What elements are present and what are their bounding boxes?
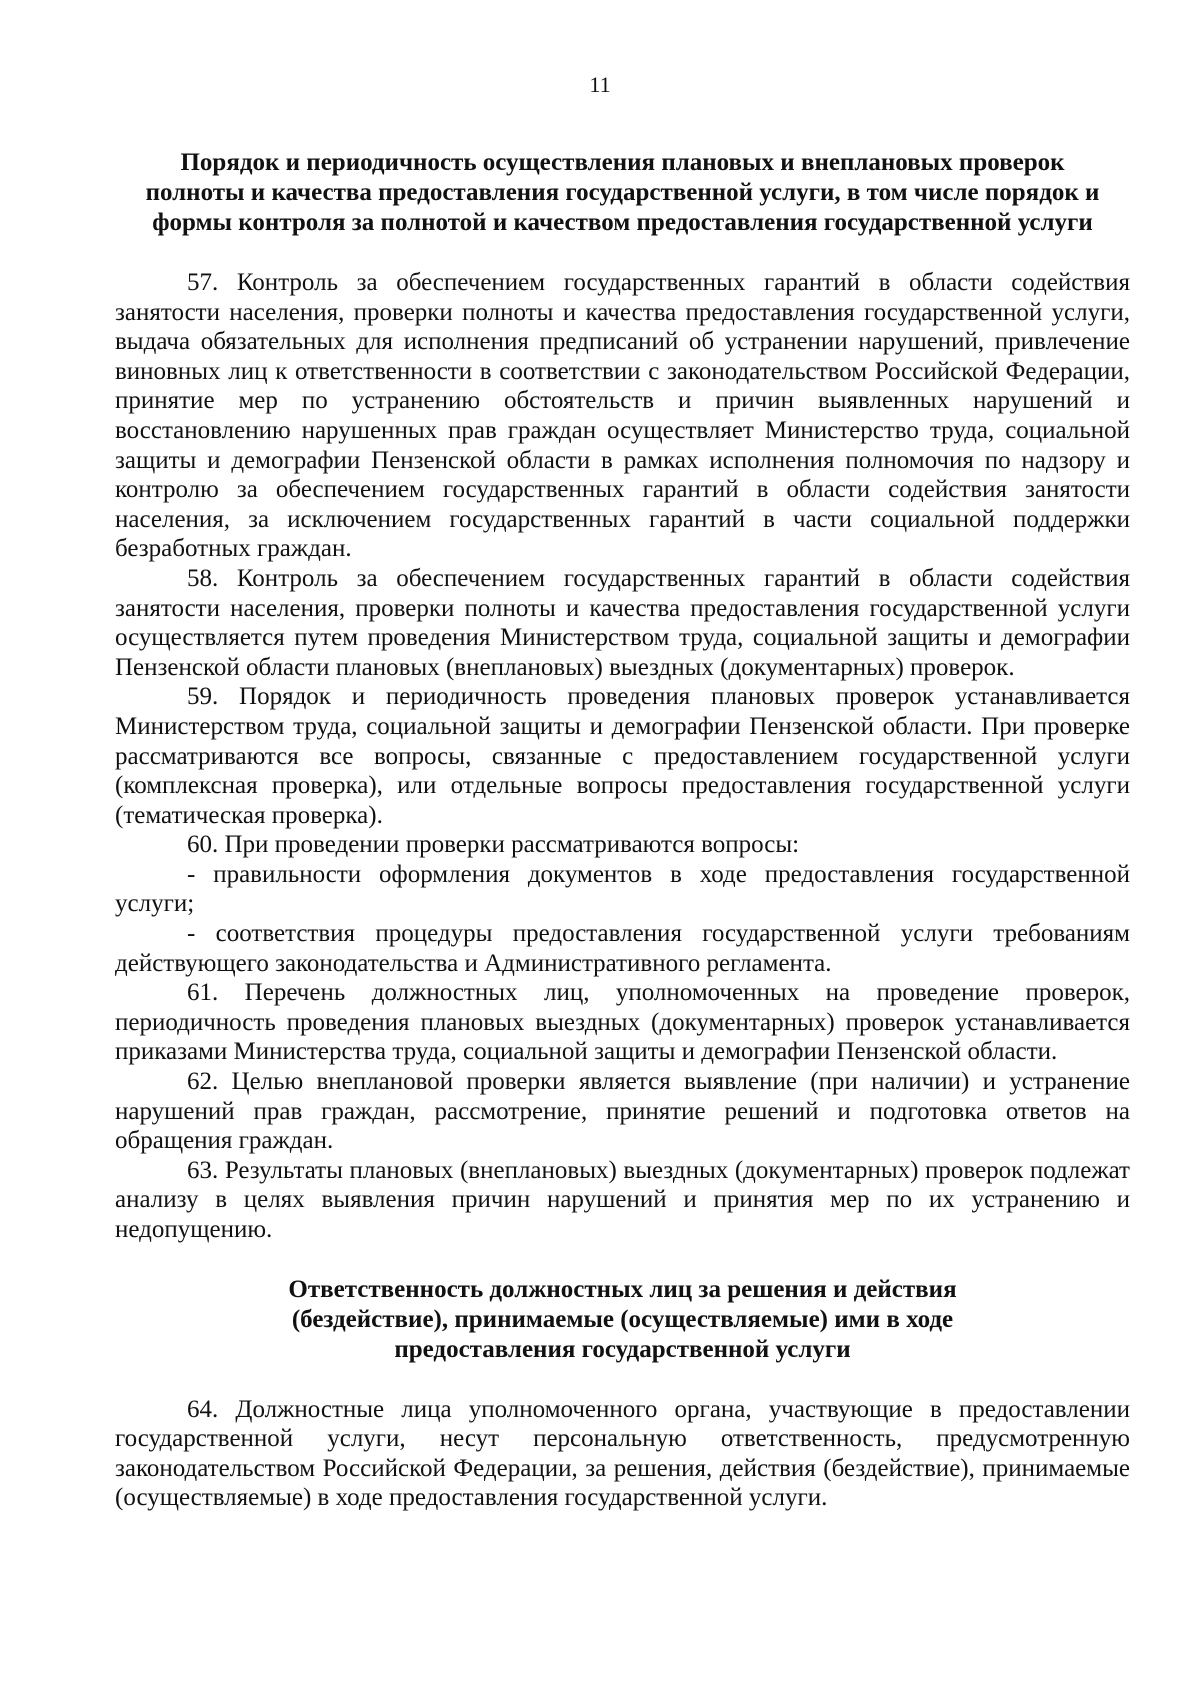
paragraph-61: 61. Перечень должностных лиц, уполномоченных на проведение проверок, периодичность проведения плановых выездных (документарных) проверок устанавливается приказами Министерства труда, социальной защиты и демографии Пензенской области.	[115, 979, 1130, 1066]
section-heading-responsibility	[115, 1275, 1130, 1365]
paragraph-57: 57. Контроль за обеспечением государственных гарантий в области содействия занятости населения, проверки полноты и качества предоставления государственной услуги, выдача обязательных для исполнения предписаний об устранении нарушений, привлечение виновных лиц к ответственности в соответствии с законодательством Российской Федерации, принятие мер по устранению обстоятельств и причин выявленных нарушений и восстановлению нарушенных прав граждан осуществляет Министерство труда, социальной защиты и демографии Пензенской области в рамках исполнения полномочия по надзору и контролю за обеспечением государственных гарантий в области содействия занятости населения, за исключением государственных гарантий в части социальной поддержки безработных граждан.	[115, 269, 1130, 563]
heading-line: полноты и качества предоставления государственной услуги, в том числе порядок и	[145, 179, 1100, 206]
heading-line: (бездействие), принимаемые (осуществляемые) ими в ходе	[291, 1305, 954, 1333]
heading-line: Порядок и периодичность осуществления плановых и внеплановых проверок	[180, 149, 1065, 176]
list-item-procedure: - соответствия процедуры предоставления государственной услуги требованиям действующего законодательства и Административного регламента.	[115, 920, 1130, 977]
paragraph-59: 59. Порядок и периодичность проведения плановых проверок устанавливается Министерством труда, социальной защиты и демографии Пензенской области. При проверке рассматриваются все вопросы, связанные с предоставлением государственной услуги (комплексная проверка), или отдельные вопросы предоставления государственной услуги (тематическая проверка).	[115, 683, 1130, 829]
section-body-responsibility	[115, 1395, 1130, 1513]
section-body-control	[115, 268, 1130, 1245]
paragraph-58: 58. Контроль за обеспечением государственных гарантий в области содействия занятости населения, проверки полноты и качества предоставления государственной услуги осуществляется путем проведения Министерством труда, социальной защиты и демографии Пензенской области плановых (внеплановых) выездных (документарных) проверок.	[115, 564, 1130, 681]
page-content	[115, 148, 1130, 1513]
heading-line: предоставления государственной услуги	[394, 1335, 851, 1363]
list-item-documents: - правильности оформления документов в ходе предоставления государственной услуги;	[115, 860, 1130, 918]
paragraph-63: 63. Результаты плановых (внеплановых) выездных (документарных) проверок подлежат анализу в целях выявления причин нарушений и принятия мер по их устранению и недопущению.	[115, 1156, 1130, 1243]
page-number: 11	[589, 72, 611, 97]
heading-line: Ответственность должностных лиц за решения и действия	[288, 1275, 957, 1303]
heading-line: формы контроля за полнотой и качеством предоставления государственной услуги	[152, 209, 1093, 236]
paragraph-62: 62. Целью внеплановой проверки является выявление (при наличии) и устранение нарушений прав граждан, рассмотрение, принятие решений и подготовка ответов на обращения граждан.	[115, 1068, 1130, 1155]
paragraph-64: 64. Должностные лица уполномоченного органа, участвующие в предоставлении государственной услуги, несут персональную ответственность, предусмотренную законодательством Российской Федерации, за решения, действия (бездействие), принимаемые (осуществляемые) в ходе предоставления государственной услуги.	[115, 1395, 1130, 1512]
paragraph-60: 60. При проведении проверки рассматриваются вопросы:	[187, 831, 800, 859]
section-heading-control	[115, 148, 1130, 238]
